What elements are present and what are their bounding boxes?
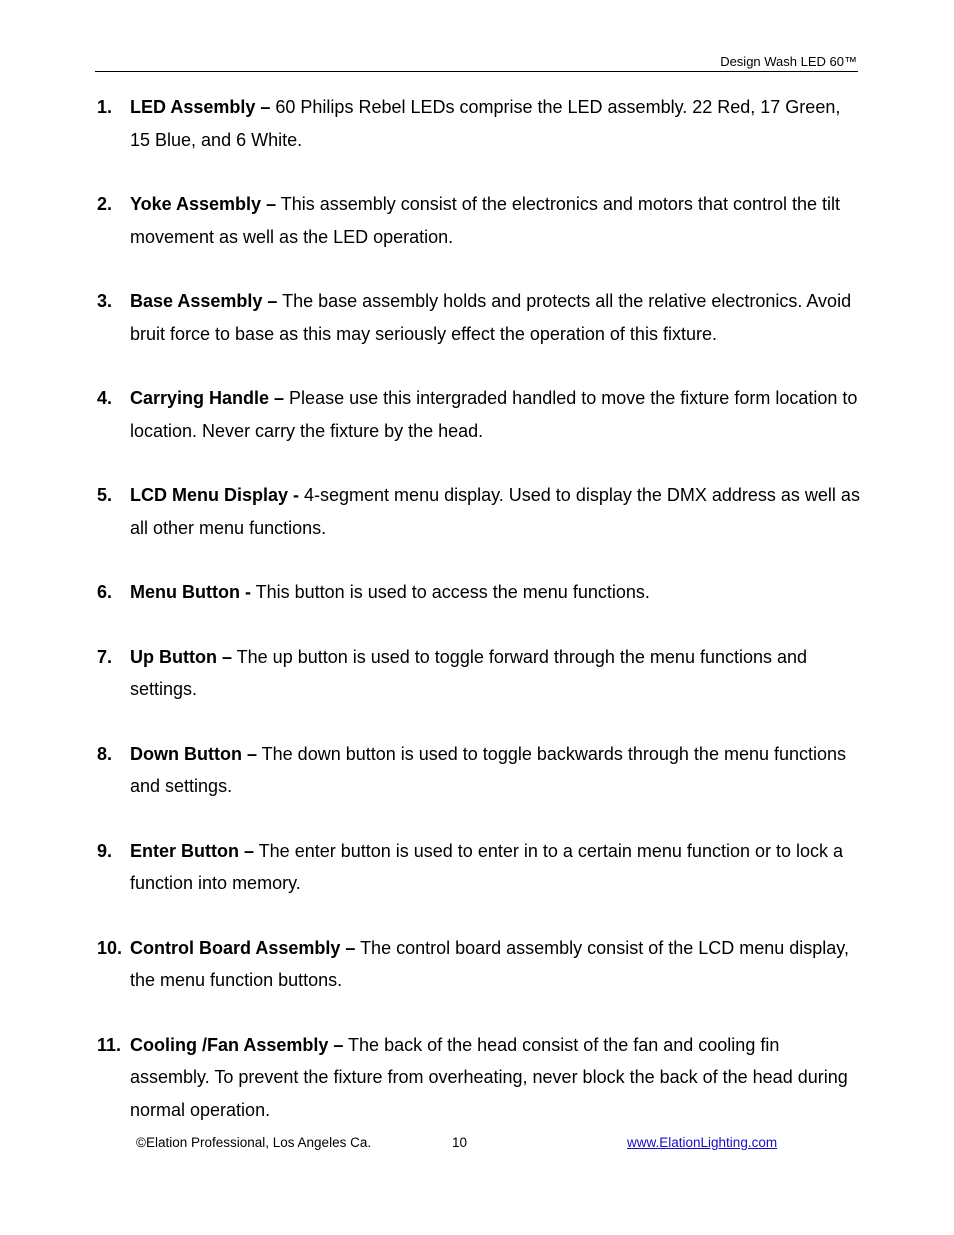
document-header-title: Design Wash LED 60™ [720, 54, 857, 69]
item-number: 10. [97, 937, 123, 958]
list-item [97, 576, 860, 609]
item-description: The control board assembly consist of the LCD menu display, the menu function buttons. [130, 937, 849, 990]
item-description: The up button is used to toggle forward through the menu functions and settings. [130, 646, 808, 699]
item-number: 3. [97, 291, 113, 311]
item-term: Control Board Assembly – [130, 937, 356, 958]
list-item [97, 91, 860, 156]
item-description: 4-segment menu display. Used to display the DMX address as well as all other menu functions. [130, 485, 860, 538]
item-term: Base Assembly – [130, 291, 278, 311]
list-item [97, 188, 860, 253]
website-link[interactable]: www.ElationLighting.com [627, 1135, 778, 1150]
list-item [97, 285, 860, 350]
item-term: LED Assembly – [130, 97, 271, 117]
list-item [97, 1029, 860, 1127]
item-description: The enter button is used to enter in to a certain menu function or to lock a function into memory. [130, 840, 844, 893]
item-description: Please use this intergraded handled to move the fixture form location to location. Never carry the fixture by the head. [130, 388, 858, 441]
item-description: This button is used to access the menu functions. [250, 582, 650, 602]
item-description: The down button is used to toggle backwards through the menu functions and settings. [130, 743, 847, 796]
list-item [97, 932, 860, 997]
item-number: 7. [97, 646, 113, 667]
item-term: Down Button – [130, 743, 257, 764]
list-item [97, 641, 860, 706]
item-number: 6. [97, 582, 113, 602]
item-term: Enter Button – [130, 840, 254, 861]
list-item [97, 835, 860, 900]
footer-copyright: ©Elation Professional, Los Angeles Ca. [136, 1135, 372, 1150]
item-term: Up Button – [130, 646, 232, 667]
item-number: 8. [97, 743, 113, 764]
component-list [97, 91, 860, 1158]
item-description: This assembly consist of the electronics and motors that control the tilt movement as well as the LED operation. [130, 194, 841, 247]
item-number: 1. [97, 97, 113, 117]
list-item [97, 738, 860, 803]
item-term: Carrying Handle – [130, 388, 285, 408]
item-number: 2. [97, 194, 113, 214]
item-number: 4. [97, 388, 113, 408]
item-description: The back of the head consist of the fan and cooling fin assembly. To prevent the fixture from overheating, never block the back of the head during normal operation. [130, 1034, 848, 1120]
list-item [97, 382, 860, 447]
item-term: Cooling /Fan Assembly – [130, 1034, 344, 1055]
item-number: 9. [97, 840, 113, 861]
item-description: 60 Philips Rebel LEDs comprise the LED assembly. 22 Red, 17 Green, 15 Blue, and 6 White. [130, 97, 841, 150]
list-item [97, 479, 860, 544]
item-term: LCD Menu Display - [130, 485, 300, 505]
item-description: The base assembly holds and protects all the relative electronics. Avoid bruit force to base as this may seriously effect the operation of this fixture. [130, 291, 852, 344]
item-number: 5. [97, 485, 113, 505]
item-term: Yoke Assembly – [130, 194, 277, 214]
page-number: 10 [452, 1135, 468, 1150]
item-term: Menu Button - [130, 582, 251, 602]
item-number: 11. [97, 1034, 122, 1055]
header-divider [95, 71, 858, 72]
